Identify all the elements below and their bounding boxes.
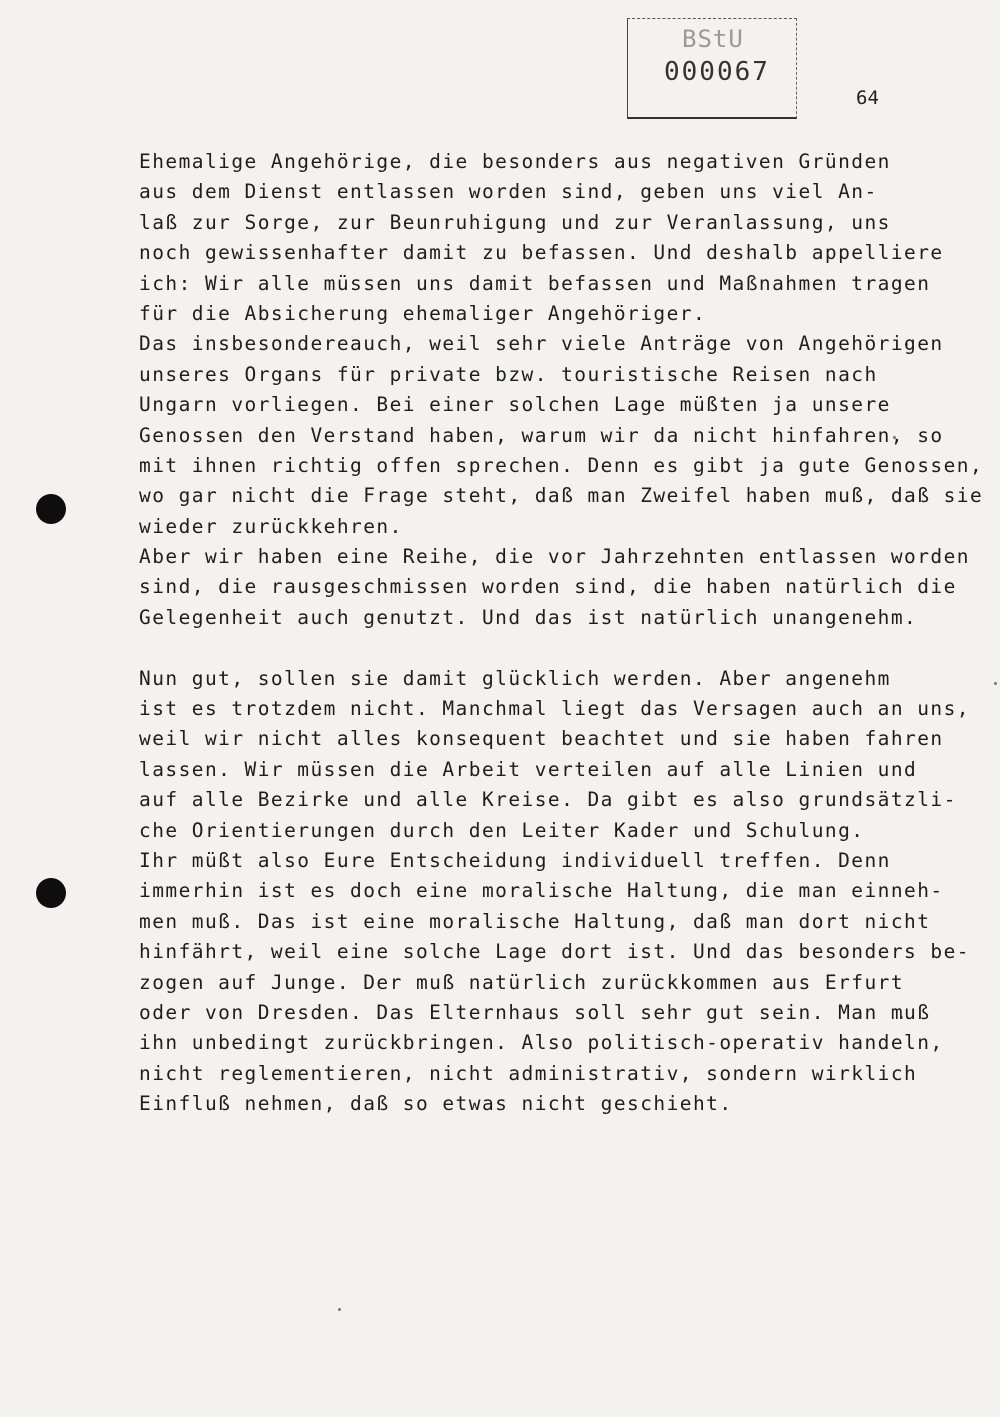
text-line: lassen. Wir müssen die Arbeit verteilen auf alle Linien und (139, 757, 918, 781)
paragraph (139, 329, 984, 542)
text-line: oder von Dresden. Das Elternhaus soll sehr gut sein. Man muß (139, 1000, 931, 1024)
archive-stamp (627, 18, 797, 119)
stamp-number: 000067 (664, 57, 770, 87)
text-line: wo gar nicht die Frage steht, daß man Zweifel haben muß, daß sie (139, 484, 984, 508)
text-line: Das insbesondereauch, weil sehr viele Anträge von Angehörigen (139, 332, 944, 356)
text-line: noch gewissenhafter damit zu befassen. Und deshalb appelliere (139, 241, 944, 265)
text-line: Ehemalige Angehörige, die besonders aus negativen Gründen (139, 150, 891, 173)
text-line: sind, die rausgeschmissen worden sind, die haben natürlich die (139, 575, 957, 599)
stamp-title: BStU (682, 25, 744, 53)
text-line: ihn unbedingt zurückbringen. Also politisch-operativ handeln, (139, 1031, 944, 1055)
text-line: für die Absicherung ehemaliger Angehöriger. (139, 301, 707, 325)
paragraph (139, 147, 944, 329)
text-line: che Orientierungen durch den Leiter Kader und Schulung. (139, 818, 865, 842)
paper-speck (338, 1308, 341, 1311)
paragraph-gap (139, 633, 929, 663)
text-line: Ihr müßt also Eure Entscheidung individuell treffen. Denn (139, 848, 891, 872)
text-line: zogen auf Junge. Der muß natürlich zurückkommen aus Erfurt (139, 970, 905, 994)
text-line: auf alle Bezirke und alle Kreise. Da gibt es also grundsätzli- (139, 788, 957, 812)
body-text (139, 147, 984, 1120)
punch-hole (36, 494, 66, 524)
text-line: men muß. Das ist eine moralische Haltung, daß man dort nicht (139, 909, 931, 933)
paragraph (139, 542, 970, 633)
paper-speck (994, 682, 997, 685)
paragraph (139, 846, 970, 1120)
text-line: wieder zurückkehren. (139, 514, 403, 538)
text-line: Einfluß nehmen, daß so etwas nicht geschieht. (139, 1092, 733, 1116)
text-line: Ungarn vorliegen. Bei einer solchen Lage müßten ja unsere (139, 393, 891, 417)
punch-hole (36, 878, 66, 908)
text-line: ich: Wir alle müssen uns damit befassen und Maßnahmen tragen (139, 271, 931, 295)
text-line: weil wir nicht alles konsequent beachtet und sie haben fahren (139, 727, 944, 751)
text-line: immerhin ist es doch eine moralische Haltung, die man einneh- (139, 879, 944, 903)
page-number: 64 (856, 87, 879, 109)
text-line: ist es trotzdem nicht. Manchmal liegt das Versagen auch an uns, (139, 697, 970, 721)
text-line: Aber wir haben eine Reihe, die vor Jahrzehnten entlassen worden (139, 545, 970, 569)
text-line: Genossen den Verstand haben, warum wir da nicht hinfahren, so (139, 423, 944, 447)
text-line: Gelegenheit auch genutzt. Und das ist natürlich unangenehm. (139, 605, 918, 629)
paragraph (139, 664, 970, 846)
text-line: Nun gut, sollen sie damit glücklich werden. Aber angenehm (139, 666, 891, 690)
text-line: mit ihnen richtig offen sprechen. Denn es gibt ja gute Genossen, (139, 453, 984, 477)
text-line: aus dem Dienst entlassen worden sind, geben uns viel An- (139, 180, 878, 204)
text-line: unseres Organs für private bzw. touristische Reisen nach (139, 362, 878, 386)
text-line: hinfährt, weil eine solche Lage dort ist. Und das besonders be- (139, 940, 970, 964)
text-line: laß zur Sorge, zur Beunruhigung und zur Veranlassung, uns (139, 210, 891, 234)
text-line: nicht reglementieren, nicht administrativ, sondern wirklich (139, 1061, 918, 1085)
